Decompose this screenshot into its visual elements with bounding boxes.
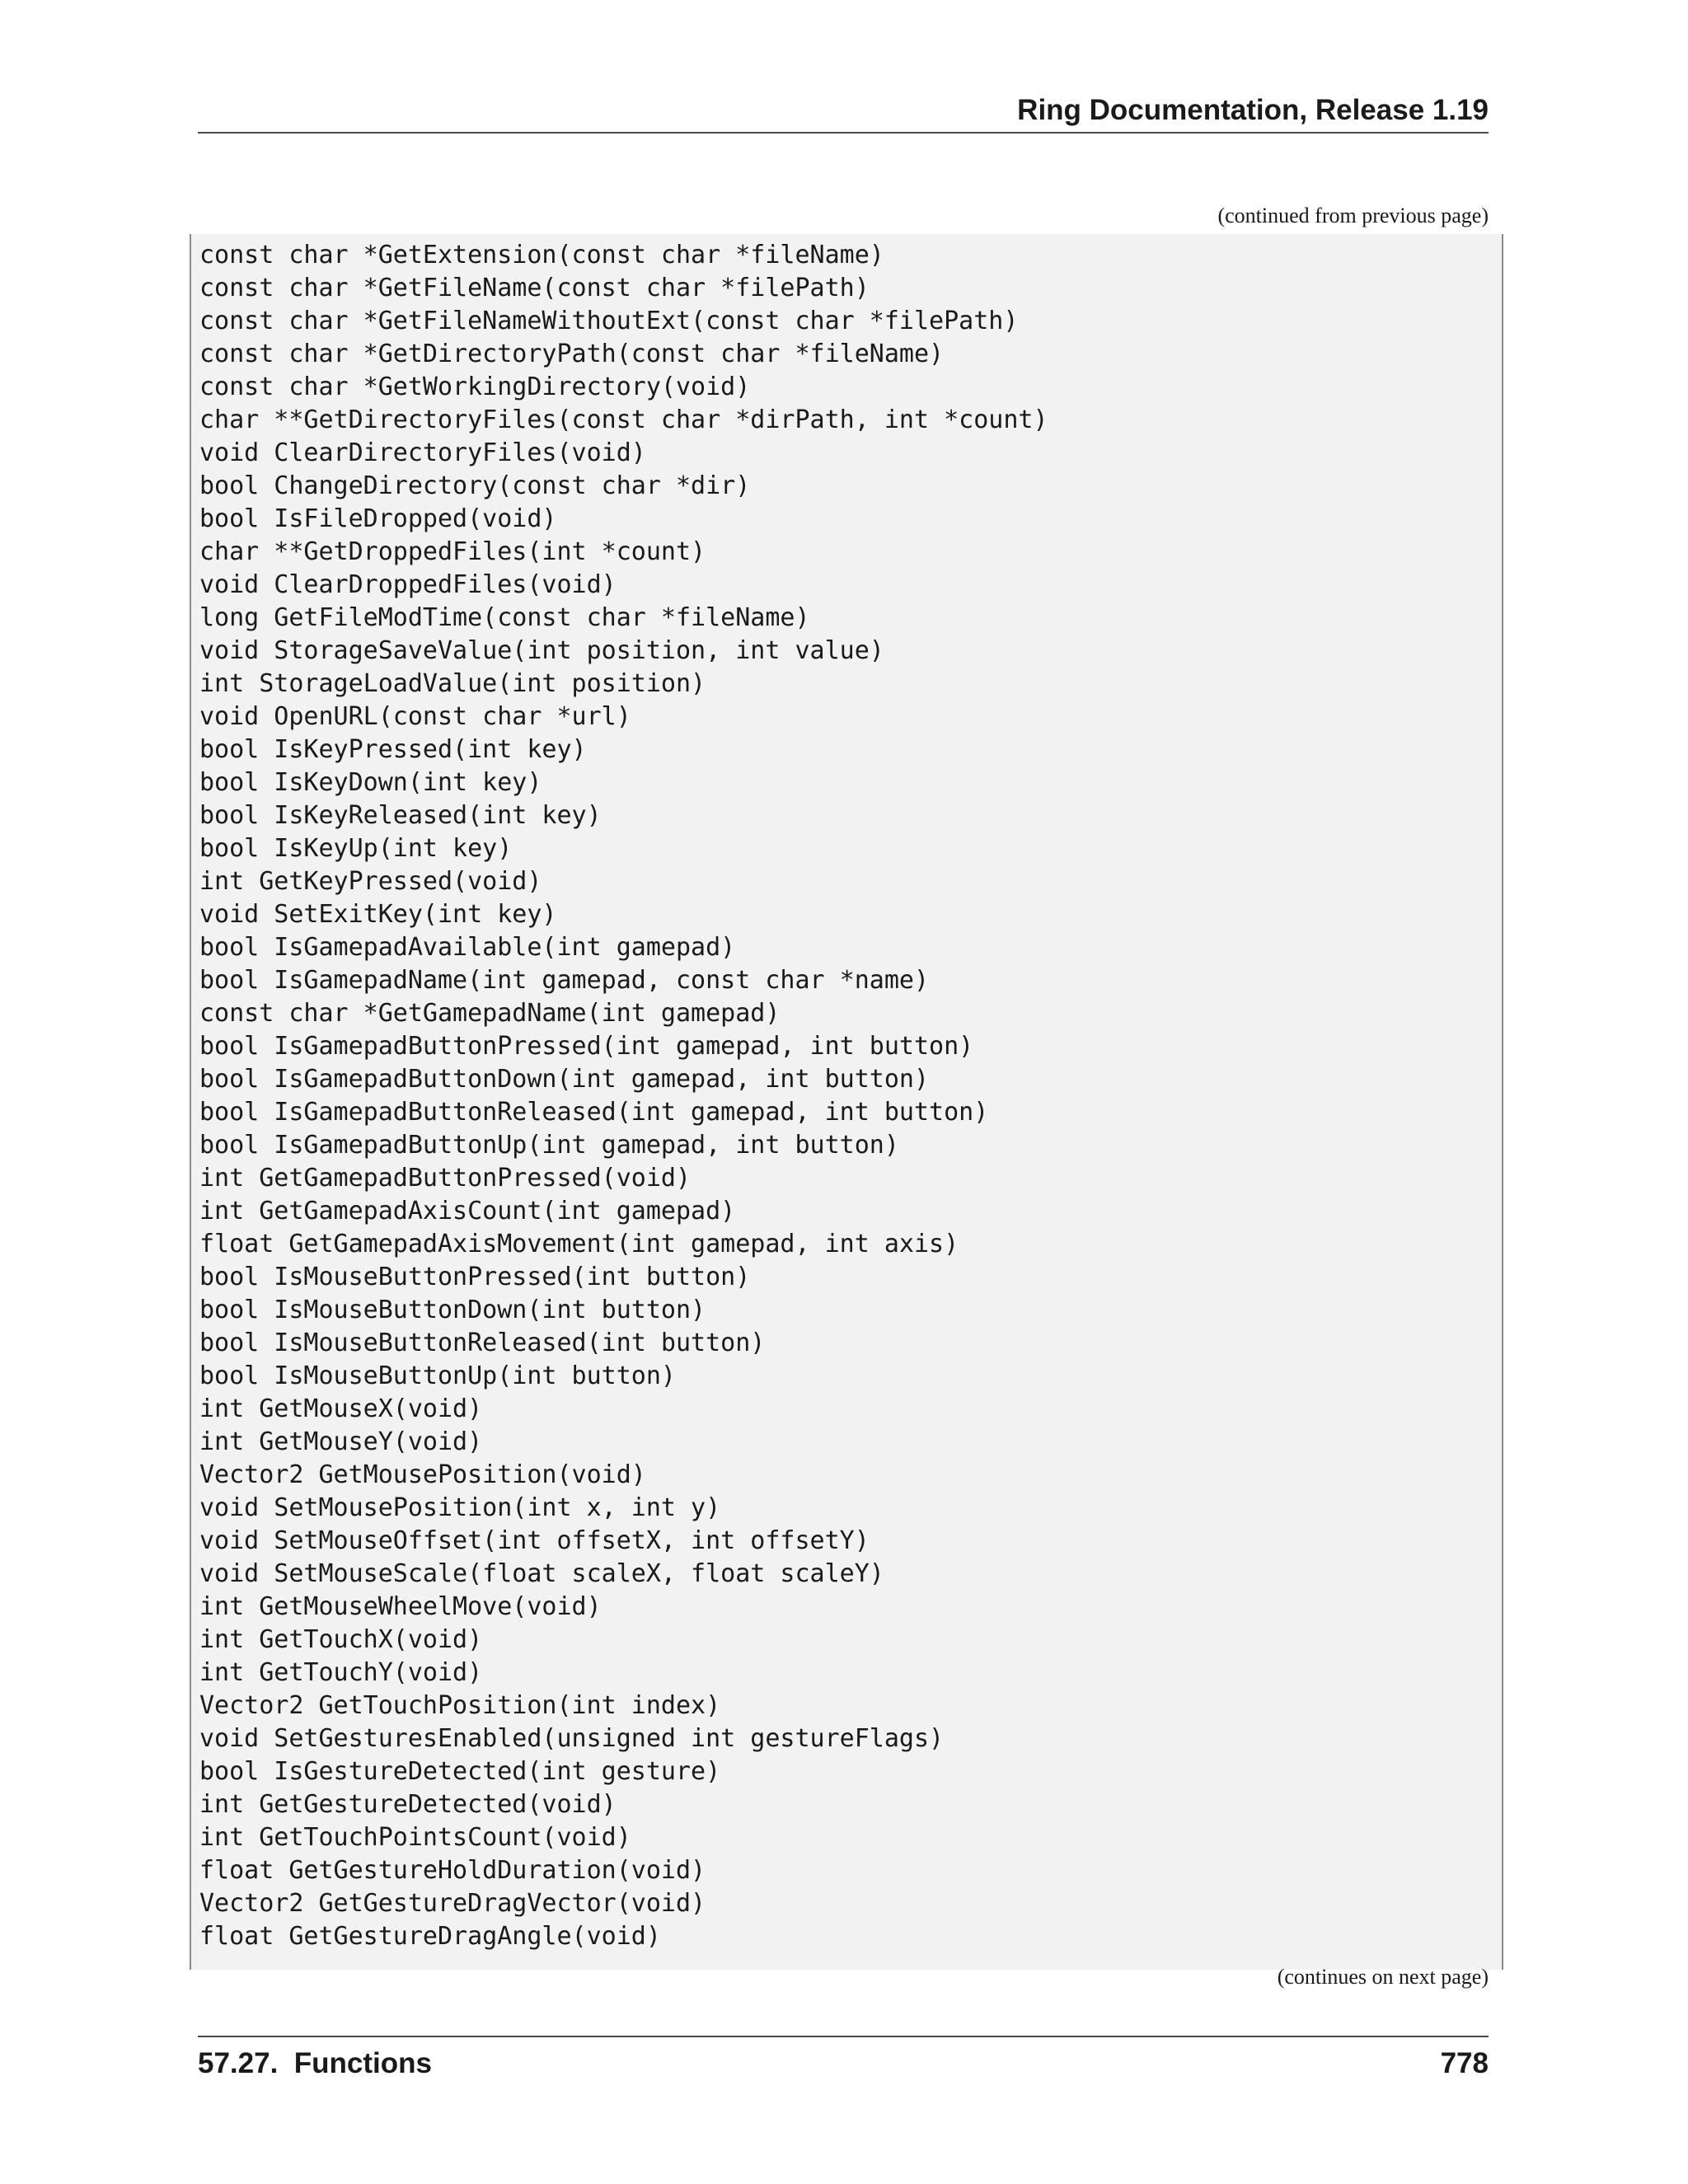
- page-footer: [198, 2036, 1489, 2087]
- code-line: bool IsGamepadButtonUp(int gamepad, int button): [199, 1131, 899, 1160]
- code-line: void StorageSaveValue(int position, int value): [199, 636, 884, 665]
- code-line: char **GetDroppedFiles(int *count): [199, 537, 706, 566]
- code-line: float GetGestureHoldDuration(void): [199, 1856, 706, 1885]
- code-line: long GetFileModTime(const char *fileName): [199, 603, 810, 632]
- code-line: bool IsKeyUp(int key): [199, 834, 513, 863]
- code-line: void ClearDroppedFiles(void): [199, 570, 617, 599]
- code-line: bool IsGamepadButtonPressed(int gamepad, int button): [199, 1032, 974, 1061]
- code-block: [190, 234, 1503, 1970]
- code-line: bool IsMouseButtonUp(int button): [199, 1361, 676, 1390]
- code-line: void SetGesturesEnabled(unsigned int gestureFlags): [199, 1724, 945, 1753]
- code-line: bool IsMouseButtonDown(int button): [199, 1296, 706, 1324]
- code-line: bool ChangeDirectory(const char *dir): [199, 471, 751, 500]
- code-line: bool IsGamepadButtonReleased(int gamepad, int button): [199, 1098, 989, 1127]
- code-line: void ClearDirectoryFiles(void): [199, 438, 646, 467]
- code-line: void SetMousePosition(int x, int y): [199, 1493, 721, 1522]
- code-line: bool IsKeyDown(int key): [199, 768, 542, 797]
- code-line: int GetGestureDetected(void): [199, 1790, 617, 1819]
- code-line: bool IsGamepadName(int gamepad, const char *name): [199, 966, 930, 995]
- code-line: bool IsKeyPressed(int key): [199, 735, 587, 764]
- code-line: Vector2 GetTouchPosition(int index): [199, 1691, 721, 1720]
- code-line: int GetMouseX(void): [199, 1394, 483, 1423]
- code-line: bool IsKeyReleased(int key): [199, 801, 602, 830]
- code-line: bool IsGamepadButtonDown(int gamepad, int button): [199, 1065, 930, 1094]
- code-line: float GetGestureDragAngle(void): [199, 1922, 661, 1951]
- code-line: int GetTouchX(void): [199, 1625, 483, 1654]
- page-number: 778: [1440, 2047, 1489, 2079]
- code-line: int StorageLoadValue(int position): [199, 669, 706, 698]
- code-line: bool IsMouseButtonPressed(int button): [199, 1263, 751, 1291]
- code-line: int GetMouseWheelMove(void): [199, 1592, 602, 1621]
- code-line: bool IsMouseButtonReleased(int button): [199, 1329, 766, 1357]
- code-line: bool IsFileDropped(void): [199, 504, 557, 533]
- document-title: Ring Documentation, Release 1.19: [1017, 94, 1489, 126]
- code-line: void SetMouseOffset(int offsetX, int offsetY): [199, 1526, 870, 1555]
- code-line: int GetGamepadAxisCount(int gamepad): [199, 1197, 736, 1226]
- code-line: void OpenURL(const char *url): [199, 702, 631, 731]
- code-line: int GetGamepadButtonPressed(void): [199, 1164, 692, 1193]
- code-line: int GetTouchPointsCount(void): [199, 1823, 631, 1852]
- page-header: [198, 92, 1489, 134]
- code-line: int GetMouseY(void): [199, 1427, 483, 1456]
- code-line: const char *GetFileName(const char *filePath): [199, 274, 870, 302]
- code-line: float GetGamepadAxisMovement(int gamepad, int axis): [199, 1230, 959, 1258]
- code-line: int GetTouchY(void): [199, 1658, 483, 1687]
- code-line: char **GetDirectoryFiles(const char *dirPath, int *count): [199, 405, 1048, 434]
- code-line: bool IsGamepadAvailable(int gamepad): [199, 933, 736, 962]
- code-line: const char *GetDirectoryPath(const char *fileName): [199, 340, 945, 368]
- code-line: const char *GetGamepadName(int gamepad): [199, 999, 781, 1028]
- continued-from-note: (continued from previous page): [1217, 204, 1489, 227]
- code-line: void SetExitKey(int key): [199, 900, 557, 929]
- code-lines: [199, 239, 1048, 1953]
- code-line: Vector2 GetGestureDragVector(void): [199, 1889, 706, 1918]
- code-line: int GetKeyPressed(void): [199, 867, 542, 896]
- code-line: void SetMouseScale(float scaleX, float scaleY): [199, 1559, 884, 1588]
- code-line: const char *GetWorkingDirectory(void): [199, 373, 751, 401]
- code-line: Vector2 GetMousePosition(void): [199, 1460, 646, 1489]
- code-line: const char *GetExtension(const char *fileName): [199, 241, 884, 269]
- code-line: bool IsGestureDetected(int gesture): [199, 1757, 721, 1786]
- section-title: 57.27. Functions: [198, 2047, 432, 2079]
- code-line: const char *GetFileNameWithoutExt(const char *filePath): [199, 307, 1019, 335]
- continues-next-note: (continues on next page): [1277, 1965, 1489, 1989]
